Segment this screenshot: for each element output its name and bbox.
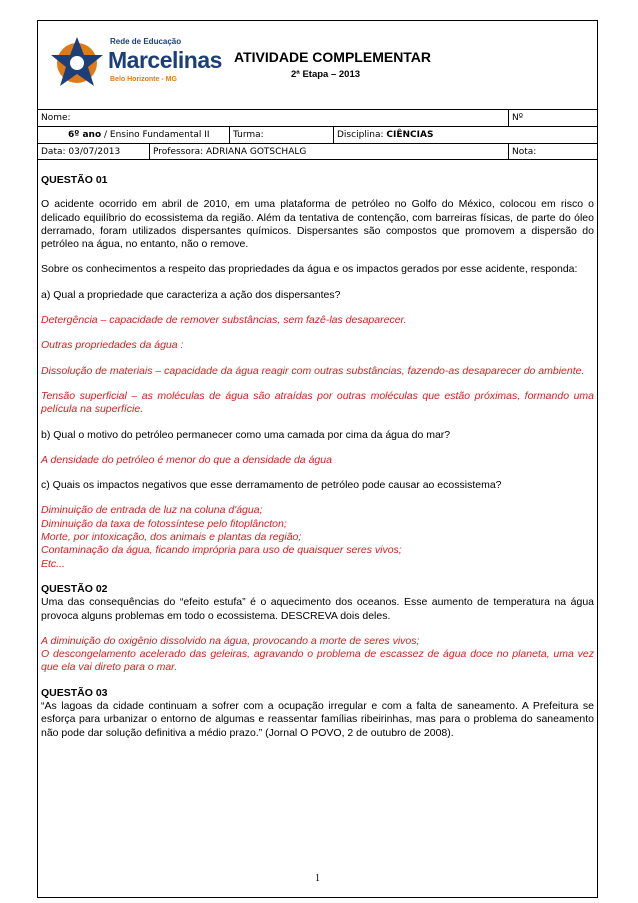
- serie-field: [38, 127, 229, 143]
- page-title: ATIVIDADE COMPLEMENTAR: [234, 49, 432, 65]
- q1-b-answer: A densidade do petróleo é menor do que a densidade da água: [41, 453, 332, 466]
- logo-name-text: Marcelinas: [108, 47, 222, 73]
- q1-prompt: Sobre os conhecimentos a respeito das propriedades da água e os impactos gerados por esse acidente, responda:: [41, 263, 578, 276]
- logo-city-text: Belo Horizonte - MG: [110, 76, 177, 83]
- q1-c-answer-2: Diminuição da taxa de fotossíntese pelo fitoplâncton;: [41, 517, 287, 530]
- data-field: Data: 03/07/2013: [41, 147, 121, 157]
- logo-network-text: Rede de Educação: [110, 37, 182, 46]
- q1-c-answer-4: Contaminação da água, ficando imprópria para uso de quaisquer seres vivos;: [41, 544, 402, 557]
- q1-a-answer-4: Tensão superficial – as moléculas de água são atraídas por outras moléculas que estão próximas, formando uma película na superfície.: [41, 389, 594, 416]
- q2-text: Uma das consequências do “efeito estufa” é o aquecimento dos oceanos. Esse aumento de temperatura na água provoca alguns problemas em todo o ecossistema. DESCREVA dois deles.: [41, 596, 594, 622]
- info-row-name: [38, 109, 597, 126]
- q1-a-answer-1: Detergência – capacidade de remover substâncias, sem fazê-las desaparecer.: [41, 314, 407, 327]
- disciplina-field: [333, 127, 509, 143]
- nota-field[interactable]: Nota:: [508, 144, 597, 160]
- turma-field[interactable]: Turma:: [229, 127, 333, 143]
- nome-field[interactable]: Nome:: [41, 113, 71, 123]
- q2-answer-1: A diminuição do oxigênio dissolvido na água, provocando a morte de seres vivos;: [41, 634, 420, 647]
- school-logo: [48, 33, 228, 93]
- q2-title: QUESTÃO 02: [41, 582, 108, 595]
- page-number: 1: [315, 873, 320, 884]
- q1-b: b) Qual o motivo do petróleo permanecer como uma camada por cima da água do mar?: [41, 428, 451, 441]
- q1-title: QUESTÃO 01: [41, 174, 108, 186]
- q1-c: c) Quais os impactos negativos que esse derramamento de petróleo pode causar ao ecossistema?: [41, 479, 502, 492]
- q1-c-answer-5: Etc...: [41, 557, 65, 570]
- q1-c-answer-1: Diminuição de entrada de luz na coluna d'água;: [41, 504, 263, 517]
- disciplina-value: CIÊNCIAS: [386, 130, 434, 140]
- numero-field[interactable]: Nº: [508, 110, 597, 126]
- info-row-date: [38, 143, 597, 160]
- serie-rest: / Ensino Fundamental II: [101, 130, 210, 140]
- info-row-class: [38, 126, 597, 143]
- q2-answer-2: O descongelamento acelerado das geleiras, agravando o problema de escassez de água doce no planeta, uma vez que ela vai direto para o mar.: [41, 648, 594, 674]
- page-subtitle: 2ª Etapa – 2013: [291, 69, 361, 80]
- q3-text: “As lagoas da cidade continuam a sofrer com a ocupação irregular e com a falta de saneamento. A Prefeitura se esforça para urbanizar o entorno de algumas e reassentar famílias ribeirinhas, mas para o problema do saneamento não pode dar solução definitiva a médio prazo.” (Jornal O POVO, 2 de outubro de 2008).: [41, 700, 594, 739]
- q1-c-answer-3: Morte, por intoxicação, dos animais e plantas da região;: [41, 531, 302, 544]
- star-logo-icon: [48, 33, 106, 91]
- q3-title: QUESTÃO 03: [41, 686, 108, 699]
- professora-field: Professora: ADRIANA GOTSCHALG: [149, 144, 508, 160]
- disciplina-label: Disciplina:: [337, 130, 387, 140]
- q1-a: a) Qual a propriedade que caracteriza a ação dos dispersantes?: [41, 288, 341, 301]
- serie-bold: 6º ano: [68, 130, 102, 140]
- header: [38, 21, 597, 109]
- q1-a-answer-3: Dissolução de materiais – capacidade da água reagir com outras substâncias, fazendo-as desaparecer do ambiente.: [41, 364, 585, 377]
- document-page: [37, 20, 598, 898]
- q1-text: O acidente ocorrido em abril de 2010, em uma plataforma de petróleo no Golfo do México, colocou em risco o delicado equilíbrio do ecossistema da região. Além da tentativa de contenção, com barreiras físicas, de parte do óleo derramado, foram utilizados dispersantes químicos. Dispersantes são compostos que promovem a dispersão do petróleo na água, no entanto, não o remove.: [41, 198, 594, 251]
- q1-a-answer-2: Outras propriedades da água :: [41, 339, 184, 352]
- content: [38, 174, 597, 740]
